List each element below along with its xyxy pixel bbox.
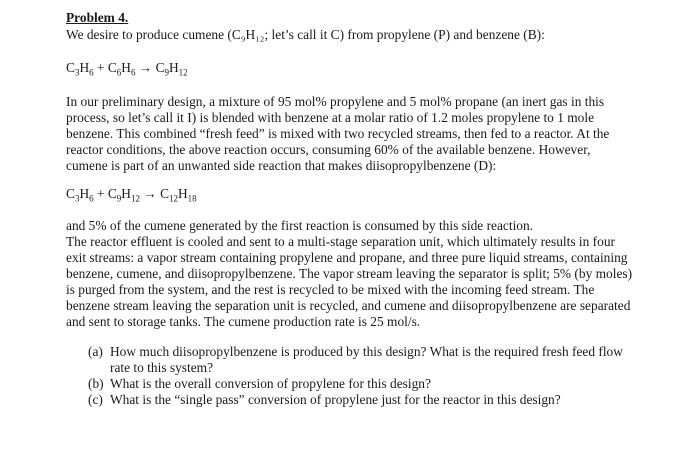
reactant-benzene: $C_6H_6$ [107, 60, 136, 78]
paragraph-line: benzene stream leaving the separation unit is recycled, and cumene and diisopropylbenzene are separated [66, 298, 631, 313]
paragraph-line: is purged from the system, and the rest is recycled to be mixed with the incoming feed stream. The [66, 282, 595, 297]
paragraph-line: cumene is part of an unwanted side reaction that makes diisopropylbenzene (D): [66, 158, 497, 173]
question-list [88, 344, 648, 408]
question-marker: (b) [88, 376, 104, 391]
paragraph-line: In our preliminary design, a mixture of 95 mol% propylene and 5 mol% propane (an inert gas in this [66, 94, 605, 109]
product-diisopropylbenzene: $C_{12}H_{18}$ [160, 186, 197, 204]
paragraph-line: benzene. This combined “fresh feed” is mixed with two recycled streams, then fed to a reactor. At the [66, 126, 610, 141]
paragraph-line: reactor conditions, the above reaction occurs, consuming 60% of the available benzene. However, [66, 142, 591, 157]
question-a [88, 344, 648, 376]
problem-intro: We desire to produce cumene (C₉H₁₂; let’s call it C) from propylene (P) and benzene (B): [66, 27, 545, 42]
question-text: What is the overall conversion of propylene for this design? [110, 376, 431, 391]
reaction-equation-2 [66, 186, 197, 202]
problem-title: Problem 4. [66, 10, 129, 25]
reactant-propylene: $C_3H_6$ [66, 60, 94, 78]
paragraph-process-description [66, 94, 641, 174]
paragraph-line: process, so let’s call it I) is blended with benzene at a molar ratio of 1.2 moles propylene to 1 mole [66, 110, 595, 125]
question-marker: (a) [88, 344, 103, 359]
reaction-arrow: → [139, 186, 161, 201]
question-b [88, 376, 648, 392]
product-cumene: $C_9H_{12}$ [155, 60, 188, 78]
reaction-arrow: → [135, 60, 156, 75]
question-text: How much diisopropylbenzene is produced by this design? What is the required fresh feed flow rate to this system? [110, 344, 623, 375]
reactant-propylene: $C_3H_6$ [66, 186, 94, 204]
paragraph-line: The reactor effluent is cooled and sent to a multi-stage separation unit, which ultimately results in four [66, 234, 615, 249]
paragraph-separation-description [66, 218, 641, 330]
paragraph-line: and 5% of the cumene generated by the first reaction is consumed by this side reaction. [66, 218, 534, 233]
paragraph-line: benzene, cumene, and diisopropylbenzene. The vapor stream leaving the separator is split; 5% (by moles) [66, 266, 633, 281]
question-text: What is the “single pass” conversion of propylene just for the reactor in this design? [110, 392, 561, 407]
paragraph-line: exit streams: a vapor stream containing propylene and propane, and three pure liquid streams, containing [66, 250, 628, 265]
question-marker: (c) [88, 392, 103, 407]
question-c [88, 392, 648, 408]
paragraph-line: and sent to storage tanks. The cumene production rate is 25 mol/s. [66, 314, 421, 329]
plus-sign: + [93, 186, 108, 201]
reaction-equation-1 [66, 60, 188, 76]
plus-sign: + [93, 60, 108, 75]
reactant-cumene: $C_9H_{12}$ [107, 186, 140, 204]
